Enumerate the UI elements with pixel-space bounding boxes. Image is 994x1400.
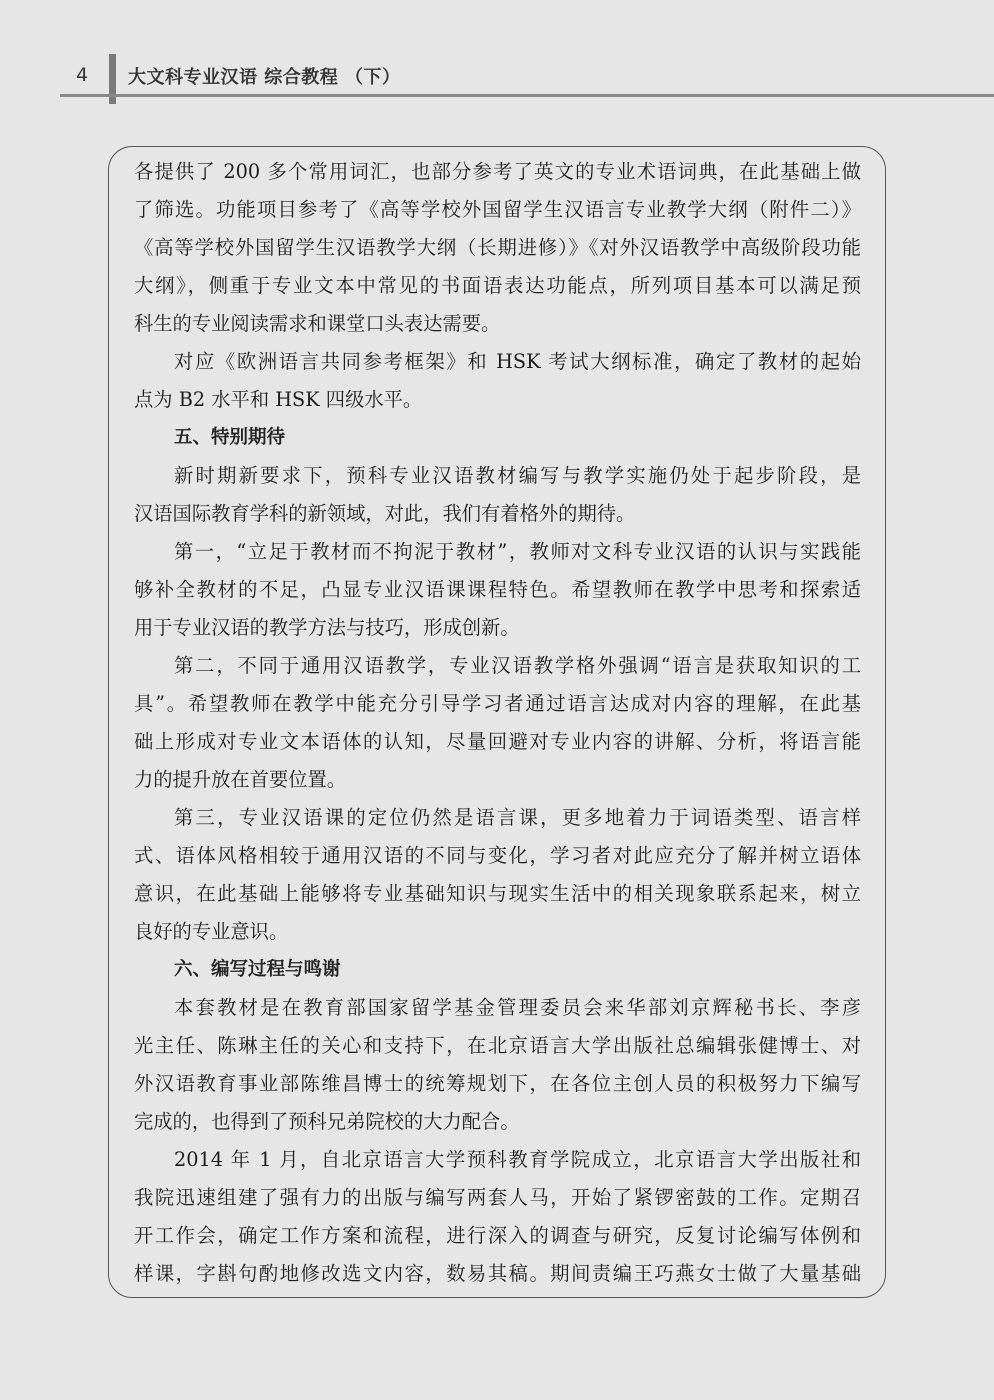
section-heading: 五、特别期待 <box>174 427 286 448</box>
text-line: 开工作会，确定工作方案和流程，进行深入的调查与研究，反复讨论编写体例和 <box>134 1224 861 1247</box>
text-line: 2014 年 1 月，自北京语言大学预科教育学院成立，北京语言大学出版社和 <box>174 1148 861 1171</box>
text-line: 意识，在此基础上能够将专业基础知识与现实生活中的相关现象联系起来，树立 <box>134 882 861 905</box>
text-line: 础上形成对专业文本语体的认知，尽量回避对专业内容的讲解、分析，将语言能 <box>134 730 861 753</box>
text-line: 点为 B2 水平和 HSK 四级水平。 <box>134 388 423 411</box>
header-rule <box>60 94 994 97</box>
text-line: 良好的专业意识。 <box>134 920 289 943</box>
text-line: 用于专业汉语的教学方法与技巧，形成创新。 <box>134 616 520 639</box>
text-line: 汉语国际教育学科的新领域，对此，我们有着格外的期待。 <box>134 502 636 525</box>
text-line: 我院迅速组建了强有力的出版与编写两套人马，开始了紧锣密鼓的工作。定期召 <box>134 1186 861 1209</box>
text-line: 了筛选。功能项目参考了《高等学校外国留学生汉语言专业教学大纲（附件二）》 <box>134 198 861 221</box>
text-line: 对应《欧洲语言共同参考框架》和 HSK 考试大纲标准，确定了教材的起始 <box>174 350 861 373</box>
text-line: 科生的专业阅读需求和课堂口头表达需要。 <box>134 312 501 335</box>
body-text <box>134 153 861 1293</box>
section-heading: 六、编写过程与鸣谢 <box>174 959 341 980</box>
text-line: 第一，“立足于教材而不拘泥于教材”，教师对文科专业汉语的认识与实践能 <box>174 540 861 563</box>
page-number: 4 <box>76 64 89 86</box>
text-line: 够补全教材的不足，凸显专业汉语课课程特色。希望教师在教学中思考和探索适 <box>134 578 861 601</box>
text-line: 本套教材是在教育部国家留学基金管理委员会来华部刘京辉秘书长、李彦 <box>174 996 861 1019</box>
text-line: 式、语体风格相较于通用汉语的不同与变化，学习者对此应充分了解并树立语体 <box>134 844 861 867</box>
text-line: 样课，字斟句酌地修改选文内容，数易其稿。期间责编王巧燕女士做了大量基础 <box>134 1262 861 1285</box>
text-line: 《高等学校外国留学生汉语教学大纲（长期进修）》《对外汉语教学中高级阶段功能 <box>134 236 861 259</box>
text-line: 第三，专业汉语课的定位仍然是语言课，更多地着力于词语类型、语言样 <box>174 806 861 829</box>
text-line: 第二，不同于通用汉语教学，专业汉语教学格外强调“语言是获取知识的工 <box>174 654 861 677</box>
text-line: 完成的，也得到了预科兄弟院校的大力配合。 <box>134 1110 520 1133</box>
text-line: 大纲》，侧重于专业文本中常见的书面语表达功能点，所列项目基本可以满足预 <box>134 274 861 297</box>
text-line: 新时期新要求下，预科专业汉语教材编写与教学实施仍处于起步阶段，是 <box>174 464 861 487</box>
page-header <box>0 0 994 110</box>
text-line: 外汉语教育事业部陈维昌博士的统筹规划下，在各位主创人员的积极努力下编写 <box>134 1072 861 1095</box>
text-line: 光主任、陈琳主任的关心和支持下，在北京语言大学出版社总编辑张健博士、对 <box>134 1034 861 1057</box>
text-line: 各提供了 200 多个常用词汇，也部分参考了英文的专业术语词典，在此基础上做 <box>134 160 861 183</box>
text-line: 力的提升放在首要位置。 <box>134 768 347 791</box>
book-title: 大文科专业汉语 综合教程 （下） <box>128 67 401 88</box>
text-line: 具”。希望教师在教学中能充分引导学习者通过语言达成对内容的理解，在此基 <box>134 692 861 715</box>
